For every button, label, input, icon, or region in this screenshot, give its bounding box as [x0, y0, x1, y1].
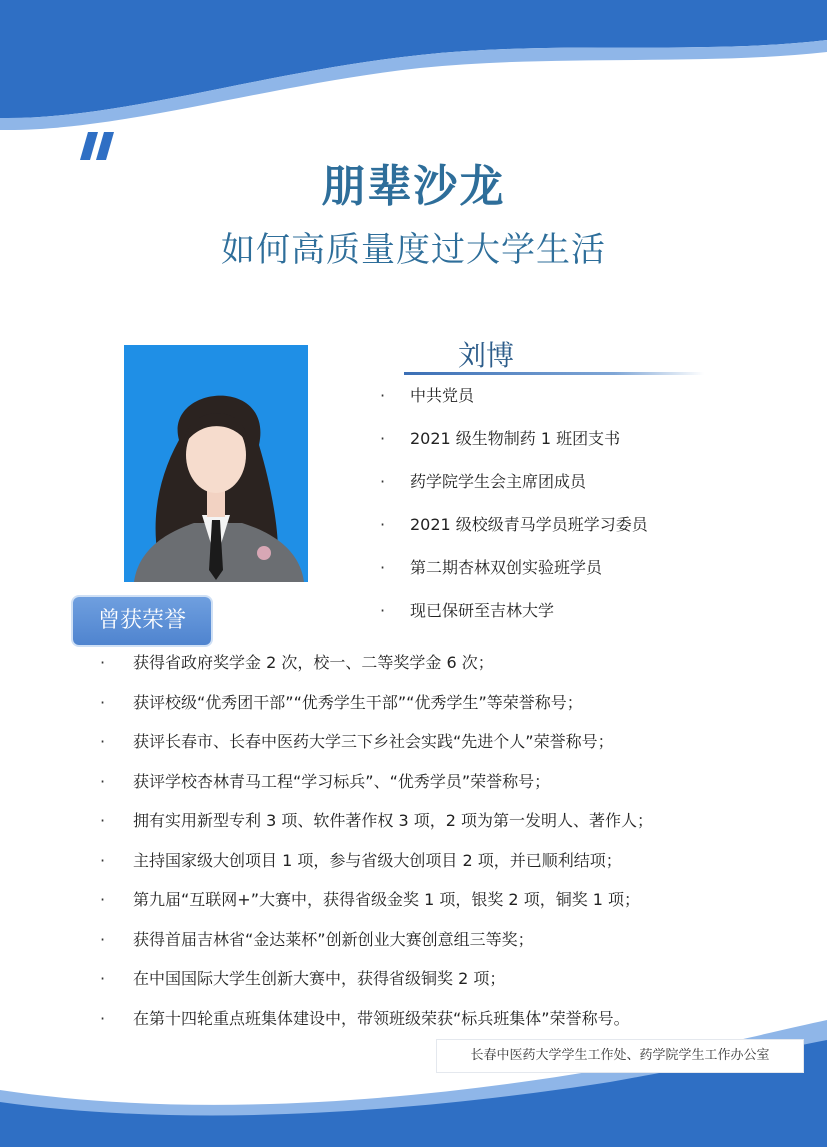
role-item: · 2021 级生物制药 1 班团支书 — [380, 421, 648, 464]
honor-item: · 第九届“互联网+”大赛中，获得省级金奖 1 项，银奖 2 项，铜奖 1 项； — [100, 887, 653, 927]
top-wave-decoration — [0, 0, 827, 140]
honor-item: · 获评长春市、长春中医药大学三下乡社会实践“先进个人”荣誉称号； — [100, 729, 653, 769]
role-item: · 中共党员 — [380, 378, 648, 421]
footer-organizer: 长春中医药大学学生工作处、药学院学生工作办公室 — [437, 1040, 803, 1072]
honor-item: · 获评校级“优秀团干部”“优秀学生干部”“优秀学生”等荣誉称号； — [100, 690, 653, 730]
role-item: · 现已保研至吉林大学 — [380, 593, 648, 636]
page-subtitle: 如何高质量度过大学生活 — [221, 230, 606, 270]
honors-list — [100, 650, 653, 1045]
honor-item: · 获得首届吉林省“金达莱杯”创新创业大赛创意组三等奖； — [100, 927, 653, 967]
honor-item: · 获得省政府奖学金 2 次，校一、二等奖学金 6 次； — [100, 650, 653, 690]
role-list — [380, 378, 648, 636]
honor-item: · 主持国家级大创项目 1 项，参与省级大创项目 2 项，并已顺利结项； — [100, 848, 653, 888]
page-title: 朋辈沙龙 — [321, 161, 506, 212]
profile-name: 刘博 — [458, 339, 515, 372]
name-underline — [404, 372, 704, 375]
honor-item: · 在第十四轮重点班集体建设中，带领班级荣获“标兵班集体”荣誉称号。 — [100, 1006, 653, 1046]
honors-label: 曾获荣誉 — [73, 597, 211, 645]
honor-item: · 在中国国际大学生创新大赛中，获得省级铜奖 2 项； — [100, 966, 653, 1006]
profile-photo — [124, 345, 308, 582]
role-item: · 第二期杏林双创实验班学员 — [380, 550, 648, 593]
honor-item: · 拥有实用新型专利 3 项、软件著作权 3 项，2 项为第一发明人、著作人； — [100, 808, 653, 848]
role-item: · 2021 级校级青马学员班学习委员 — [380, 507, 648, 550]
honor-item: · 获评学校杏林青马工程“学习标兵”、“优秀学员”荣誉称号； — [100, 769, 653, 809]
role-item: · 药学院学生会主席团成员 — [380, 464, 648, 507]
